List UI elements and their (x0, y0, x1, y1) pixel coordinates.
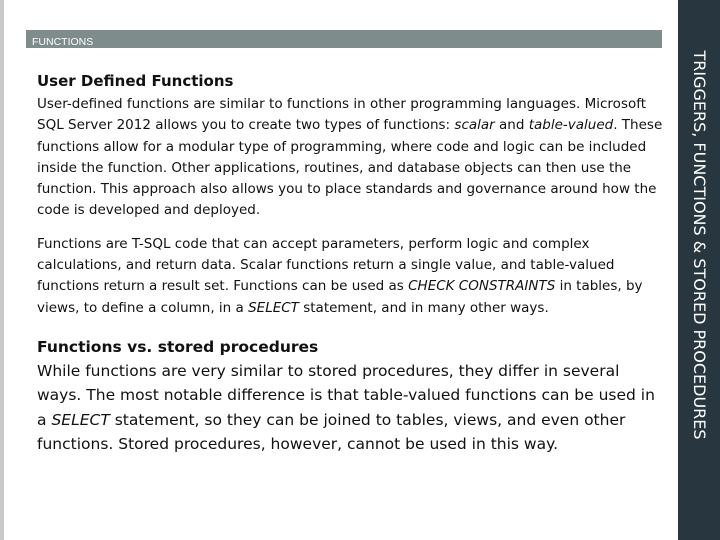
section-header-label: FUNCTIONS (32, 36, 94, 48)
section-heading-vs: Functions vs. stored procedures (37, 337, 319, 356)
paragraph-udf-intro: User-defined functions are similar to functions in other programming languages. Microsoft SQL Server 2012 allows you to create two types of functions: scalar and table-valued. These functions allow for a modular type of programming, where code and logic can be included inside the function. Other applications, routines, and database objects can then use the function. This approach also allows you to place standards and governance around how the code is developed and deployed. (37, 96, 663, 219)
side-title: TRIGGERS, FUNCTIONS & STORED PROCEDURES (690, 50, 709, 440)
section-heading-udf: User Defined Functions (37, 72, 234, 90)
slide-content (37, 68, 667, 456)
section-functions-vs-procedures (37, 335, 667, 456)
left-edge-rule (0, 0, 4, 540)
paragraph-vs: While functions are very similar to stored procedures, they differ in several ways. The most notable difference is that table-valued functions can be used in a SELECT statement, so they can be joined to tables, views, and even other functions. Stored procedures, however, cannot be used in this way. (37, 362, 655, 453)
section-header-bar (26, 30, 662, 48)
paragraph-udf-details: Functions are T-SQL code that can accept parameters, perform logic and complex calculations, and return data. Scalar functions return a single value, and table-valued functions return a result set. Functions can be used as CHECK CONSTRAINTS in tables, by views, to define a column, in a SELECT statement, and in many other ways. (37, 235, 643, 316)
